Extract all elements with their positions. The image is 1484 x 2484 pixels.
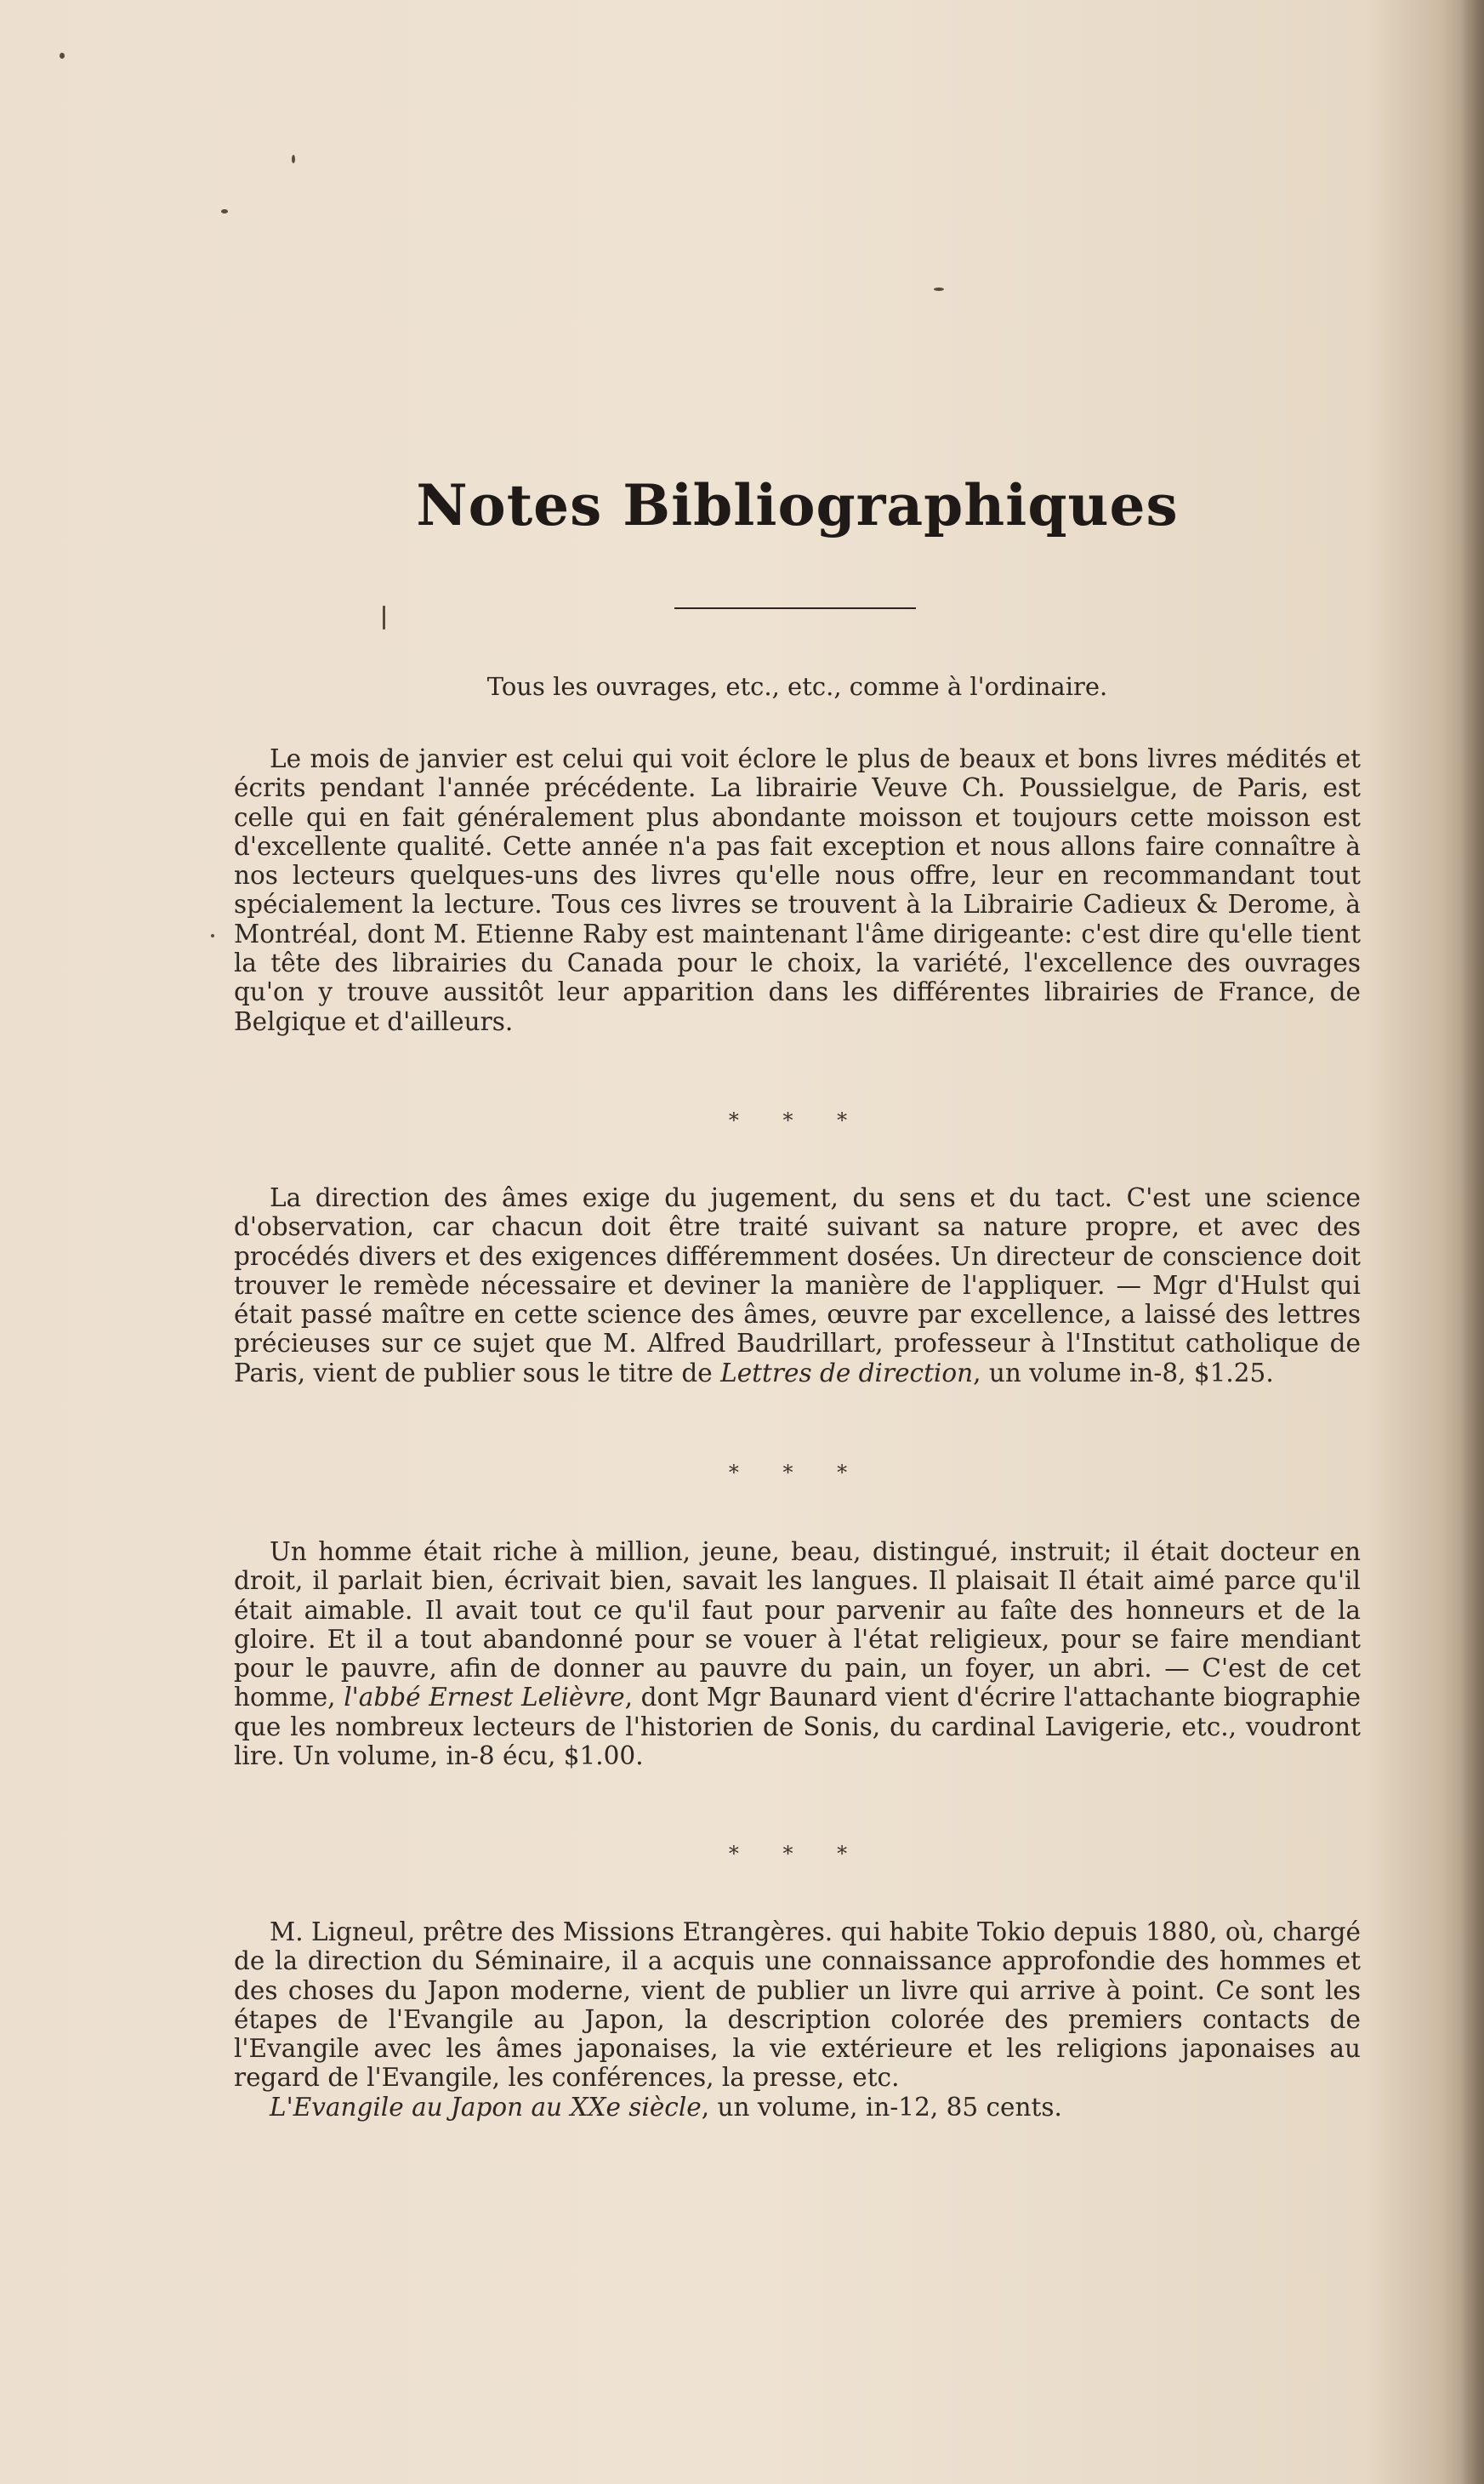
speck (211, 934, 214, 937)
paragraph-4 (234, 1917, 1361, 2122)
paragraph-text: , dont Mgr Baunard vient d'écrire l'attachante biographie que les nombreux lecteurs de l'historien de Sonis, du cardinal Lavigerie, etc., voudront lire. Un volume, in-8 écu, $1.00. (234, 1683, 1361, 1771)
title-rule (674, 607, 916, 609)
book-title: L'Evangile au Japon au XXe siècle (270, 2092, 702, 2122)
paragraph-text: , un volume, in-12, 85 cents. (701, 2092, 1062, 2122)
intro-line: Tous les ouvrages, etc., etc., comme à l'ordinaire. (486, 672, 1108, 701)
speck (221, 209, 228, 214)
paragraph-3 (234, 1537, 1361, 1770)
separator-2: * * * (728, 1461, 867, 1484)
separator-1: * * * (728, 1108, 867, 1132)
paragraph-text: Le mois de janvier est celui qui voit éclore le plus de beaux et bons livres médités et écrits pendant l'année précédente. La librairie Veuve Ch. Poussielgue, de Paris, est celle qui en fait généralement plus abondante moisson et toujours cette moisson est d'excellente qualité. Cette année n'a pas fait exception et nous allons faire connaître à nos lecteurs quelques-uns des livres qu'elle nous offre, leur en recommandant tout spécialement la lecture. Tous ces livres se trouvent à la Librairie Cadieux & Derome, à Montréal, dont M. Etienne Raby est maintenant l'âme dirigeante: c'est dire qu'elle tient la tête des librairies du Canada pour le choix, la variété, l'excellence des ouvrages qu'on y trouve aussitôt leur apparition dans les différentes librairies de France, de Belgique et d'ailleurs. (234, 744, 1361, 1036)
speck (383, 606, 385, 630)
paragraph-text: Un homme était riche à million, jeune, beau, distingué, instruit; il était docteur en droit, il parlait bien, écrivait bien, savait les langues. Il plaisait Il était aimé parce qu'il était aimable. Il avait tout ce qu'il faut pour parvenir au faîte des honneurs et de la gloire. Et il a tout abandonné pour se vouer à l'état religieux, pour se faire mendiant pour le pauvre, afin de donner au pauvre du pain, un foyer, un abri. — C'est de cet homme, (234, 1537, 1361, 1712)
paragraph-2 (234, 1183, 1361, 1387)
book-subject: l'abbé Ernest Lelièvre (344, 1683, 625, 1712)
page-title: Notes Bibliographiques (416, 472, 1179, 538)
paragraph-text: La direction des âmes exige du jugement, du sens et du tact. C'est une science d'observation, car chacun doit être traité suivant sa nature propre, et avec des procédés divers et des exigences différemment dosées. Un directeur de conscience doit trouver le remède nécessaire et deviner la manière de l'appliquer. — Mgr d'Hulst qui était passé maître en cette science des âmes, œuvre par excellence, a laissé des lettres précieuses sur ce sujet que M. Alfred Baudrillart, professeur à l'Institut catholique de Paris, vient de publier sous le titre de (234, 1183, 1361, 1387)
separator-3: * * * (728, 1842, 867, 1866)
speck (934, 288, 944, 291)
paragraph-1 (234, 744, 1361, 1036)
page-edge-shadow (1460, 0, 1484, 2484)
speck (292, 155, 295, 163)
book-title: Lettres de direction (720, 1358, 974, 1387)
paragraph-text: , un volume in-8, $1.25. (973, 1358, 1274, 1387)
paragraph-text: M. Ligneul, prêtre des Missions Etrangères. qui habite Tokio depuis 1880, où, chargé de la direction du Séminaire, il a acquis une connaissance approfondie des hommes et des choses du Japon moderne, vient de publier un livre qui arrive à point. Ce sont les étapes de l'Evangile au Japon, la description colorée des premiers contacts de l'Evangile avec les âmes japonaises, la vie extérieure et les religions japonaises au regard de l'Evangile, les conférences, la presse, etc. (234, 1917, 1361, 2093)
speck (60, 53, 65, 59)
